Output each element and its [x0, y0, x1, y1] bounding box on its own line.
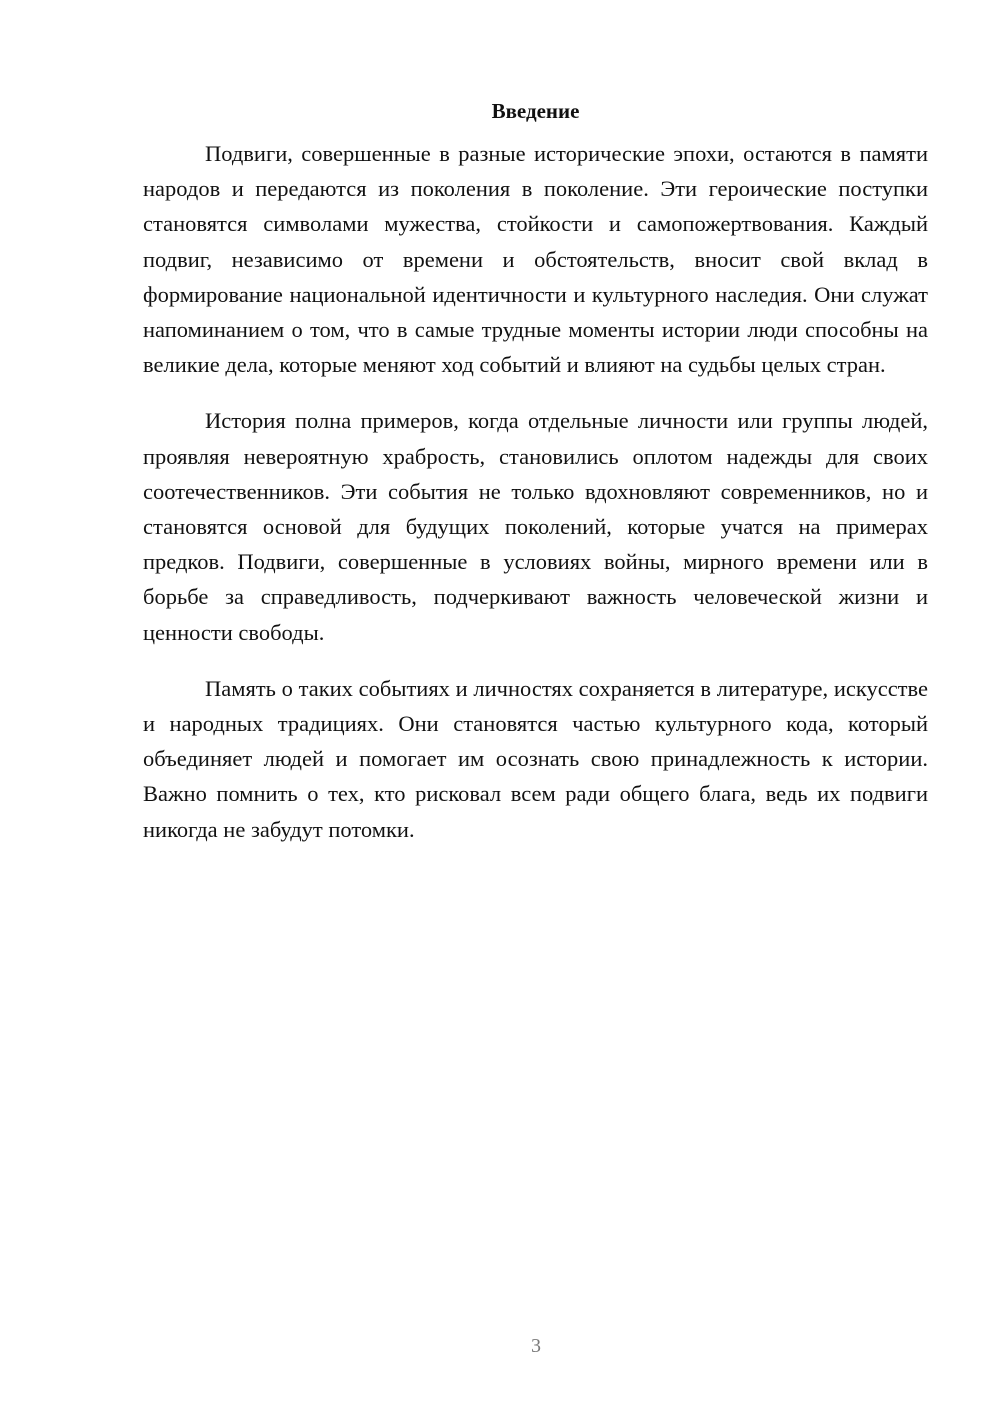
document-body [143, 96, 928, 868]
paragraph: Подвиги, совершенные в разные исторические эпохи, остаются в памяти народов и передаются из поколения в поколение. Эти героические поступки становятся символами мужества, стойкости и самопожертвования. Каждый подвиг, независимо от времени и обстоятельств, вносит свой вклад в формирование национальной идентичности и культурного наследия. Они служат напоминанием о том, что в самые трудные моменты истории люди способны на великие дела, которые меняют ход событий и влияют на судьбы целых стран. [143, 141, 928, 378]
paragraph: История полна примеров, когда отдельные личности или группы людей, проявляя невероятную храбрость, становились оплотом надежды для своих соотечественников. Эти события не только вдохновляют современников, но и становятся основой для будущих поколений, которые учатся на примерах предков. Подвиги, совершенные в условиях войны, мирного времени или в борьбе за справедливость, подчеркивают важность человеческой жизни и ценности свободы. [143, 408, 928, 645]
page-number: 3 [531, 1335, 541, 1357]
paragraph: Память о таких событиях и личностях сохраняется в литературе, искусстве и народных традициях. Они становятся частью культурного кода, который объединяет людей и помогает им осознать свою принадлежность к истории. Важно помнить о тех, кто рисковал всем ради общего блага, ведь их подвиги никогда не забудут потомки. [143, 675, 928, 842]
section-heading: Введение [491, 99, 580, 123]
